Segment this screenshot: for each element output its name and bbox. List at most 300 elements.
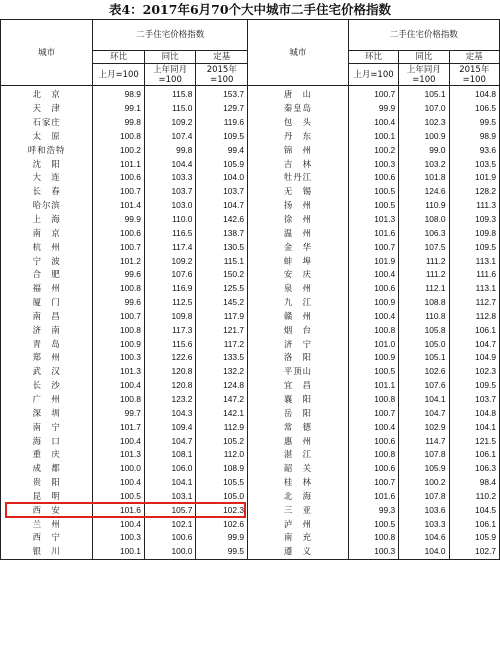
mom-cell: 101.9 (348, 254, 398, 268)
mom-cell: 100.5 (348, 185, 398, 199)
city-cell: 天 津 (1, 102, 93, 116)
table-row (1, 517, 500, 531)
base-cell: 104.1 (449, 420, 499, 434)
city-cell: 南 京 (1, 226, 93, 240)
mom-cell: 101.6 (93, 503, 145, 517)
city-cell: 南 充 (248, 531, 349, 545)
base-cell: 104.9 (449, 351, 499, 365)
city-cell: 呼和浩特 (1, 143, 93, 157)
base-cell: 119.6 (196, 116, 248, 130)
mom-cell: 100.4 (348, 310, 398, 324)
yoy-cell: 105.7 (144, 503, 196, 517)
city-cell: 包 头 (248, 116, 349, 130)
yoy-cell: 116.5 (144, 226, 196, 240)
yoy-cell: 101.8 (399, 171, 449, 185)
city-cell: 牡丹江 (248, 171, 349, 185)
yoy-cell: 110.9 (399, 199, 449, 213)
table-row (1, 240, 500, 254)
table-row (1, 213, 500, 227)
city-cell: 赣 州 (248, 310, 349, 324)
yoy-cell: 107.8 (399, 489, 449, 503)
city-cell: 徐 州 (248, 213, 349, 227)
mom-cell: 100.8 (93, 393, 145, 407)
city-cell: 宁 波 (1, 254, 93, 268)
header-yoy-sub-right: 上年同月=100 (399, 64, 449, 86)
city-cell: 平顶山 (248, 365, 349, 379)
yoy-cell: 115.8 (144, 86, 196, 102)
yoy-cell: 107.5 (399, 240, 449, 254)
city-cell: 贵 阳 (1, 476, 93, 490)
price-index-table (0, 19, 500, 560)
table-title: 表4：2017年6月70个大中城市二手住宅价格指数 (108, 2, 392, 17)
mom-cell: 100.8 (348, 448, 398, 462)
city-cell: 扬 州 (248, 199, 349, 213)
yoy-cell: 115.0 (144, 102, 196, 116)
base-cell: 147.2 (196, 393, 248, 407)
mom-cell: 100.6 (348, 282, 398, 296)
city-cell: 济 南 (1, 323, 93, 337)
yoy-cell: 111.2 (399, 268, 449, 282)
city-cell: 湛 江 (248, 448, 349, 462)
base-cell: 104.7 (449, 337, 499, 351)
base-cell: 109.8 (449, 226, 499, 240)
yoy-cell: 106.0 (144, 462, 196, 476)
mom-cell: 100.7 (93, 310, 145, 324)
base-cell: 132.2 (196, 365, 248, 379)
mom-cell: 100.7 (93, 185, 145, 199)
yoy-cell: 112.5 (144, 296, 196, 310)
mom-cell: 101.6 (348, 489, 398, 503)
base-cell: 101.9 (449, 171, 499, 185)
city-cell: 福 州 (1, 282, 93, 296)
yoy-cell: 105.9 (399, 462, 449, 476)
mom-cell: 101.3 (348, 213, 398, 227)
mom-cell: 99.9 (93, 213, 145, 227)
base-cell: 98.9 (449, 130, 499, 144)
table-row (1, 489, 500, 503)
header-yoy-left: 同比 (144, 51, 196, 64)
base-cell: 104.8 (449, 86, 499, 102)
header-mom-sub-left: 上月=100 (93, 64, 145, 86)
mom-cell: 100.3 (93, 531, 145, 545)
base-cell: 106.1 (449, 448, 499, 462)
yoy-cell: 100.6 (144, 531, 196, 545)
base-cell: 105.0 (196, 489, 248, 503)
yoy-cell: 116.9 (144, 282, 196, 296)
base-cell: 105.5 (196, 476, 248, 490)
base-cell: 102.3 (449, 365, 499, 379)
base-cell: 99.4 (196, 143, 248, 157)
table-row (1, 226, 500, 240)
base-cell: 98.4 (449, 476, 499, 490)
city-cell: 洛 阳 (248, 351, 349, 365)
header-base-sub-right: 2015年=100 (449, 64, 499, 86)
mom-cell: 100.5 (348, 199, 398, 213)
base-cell: 153.7 (196, 86, 248, 102)
table-row (1, 268, 500, 282)
base-cell: 104.7 (196, 199, 248, 213)
city-cell: 沈 阳 (1, 157, 93, 171)
table-row (1, 503, 500, 517)
city-cell: 广 州 (1, 393, 93, 407)
mom-cell: 99.8 (93, 116, 145, 130)
yoy-cell: 103.0 (144, 199, 196, 213)
mom-cell: 98.9 (93, 86, 145, 102)
mom-cell: 100.6 (348, 171, 398, 185)
yoy-cell: 123.2 (144, 393, 196, 407)
header-yoy-right: 同比 (399, 51, 449, 64)
city-cell: 惠 州 (248, 434, 349, 448)
mom-cell: 99.9 (348, 102, 398, 116)
table-row (1, 171, 500, 185)
base-cell: 99.9 (196, 531, 248, 545)
city-cell: 泸 州 (248, 517, 349, 531)
city-cell: 南 宁 (1, 420, 93, 434)
yoy-cell: 104.1 (399, 393, 449, 407)
mom-cell: 101.1 (93, 157, 145, 171)
city-cell: 烟 台 (248, 323, 349, 337)
base-cell: 106.1 (449, 323, 499, 337)
base-cell: 112.0 (196, 448, 248, 462)
base-cell: 128.2 (449, 185, 499, 199)
yoy-cell: 107.6 (144, 268, 196, 282)
city-cell: 唐 山 (248, 86, 349, 102)
city-cell: 襄 阳 (248, 393, 349, 407)
mom-cell: 101.3 (93, 448, 145, 462)
mom-cell: 100.8 (348, 531, 398, 545)
base-cell: 133.5 (196, 351, 248, 365)
yoy-cell: 103.3 (399, 517, 449, 531)
city-cell: 海 口 (1, 434, 93, 448)
yoy-cell: 110.8 (399, 310, 449, 324)
city-cell: 无 锡 (248, 185, 349, 199)
base-cell: 109.3 (449, 213, 499, 227)
base-cell: 99.5 (449, 116, 499, 130)
base-cell: 112.7 (449, 296, 499, 310)
yoy-cell: 104.6 (399, 531, 449, 545)
mom-cell: 101.3 (93, 365, 145, 379)
table-row (1, 310, 500, 324)
header-city-left: 城市 (1, 20, 93, 86)
mom-cell: 100.1 (348, 130, 398, 144)
yoy-cell: 105.1 (399, 351, 449, 365)
yoy-cell: 107.4 (144, 130, 196, 144)
city-cell: 岳 阳 (248, 406, 349, 420)
table-row (1, 102, 500, 116)
city-cell: 西 宁 (1, 531, 93, 545)
city-cell: 秦皇岛 (248, 102, 349, 116)
mom-cell: 100.4 (348, 420, 398, 434)
header-mom-left: 环比 (93, 51, 145, 64)
mom-cell: 100.3 (93, 351, 145, 365)
yoy-cell: 107.6 (399, 379, 449, 393)
table-row (1, 337, 500, 351)
base-cell: 102.6 (196, 517, 248, 531)
city-cell: 厦 门 (1, 296, 93, 310)
yoy-cell: 102.9 (399, 420, 449, 434)
city-cell: 郑 州 (1, 351, 93, 365)
mom-cell: 100.5 (93, 489, 145, 503)
mom-cell: 100.4 (93, 379, 145, 393)
mom-cell: 100.3 (348, 157, 398, 171)
base-cell: 106.1 (449, 517, 499, 531)
base-cell: 117.9 (196, 310, 248, 324)
yoy-cell: 100.9 (399, 130, 449, 144)
mom-cell: 100.4 (348, 116, 398, 130)
yoy-cell: 103.3 (144, 171, 196, 185)
base-cell: 125.5 (196, 282, 248, 296)
table-row (1, 379, 500, 393)
header-mom-right: 环比 (348, 51, 398, 64)
city-cell: 昆 明 (1, 489, 93, 503)
yoy-cell: 102.1 (144, 517, 196, 531)
mom-cell: 100.6 (348, 462, 398, 476)
mom-cell: 100.8 (93, 323, 145, 337)
city-cell: 青 岛 (1, 337, 93, 351)
base-cell: 121.7 (196, 323, 248, 337)
base-cell: 103.7 (196, 185, 248, 199)
base-cell: 106.3 (449, 462, 499, 476)
table-row (1, 365, 500, 379)
header-mom-sub-right: 上月=100 (348, 64, 398, 86)
city-cell: 合 肥 (1, 268, 93, 282)
city-cell: 丹 东 (248, 130, 349, 144)
mom-cell: 101.1 (348, 379, 398, 393)
city-cell: 宜 昌 (248, 379, 349, 393)
city-cell: 石家庄 (1, 116, 93, 130)
yoy-cell: 110.0 (144, 213, 196, 227)
mom-cell: 101.4 (93, 199, 145, 213)
base-cell: 124.8 (196, 379, 248, 393)
base-cell: 103.5 (449, 157, 499, 171)
city-cell: 哈尔滨 (1, 199, 93, 213)
city-cell: 深 圳 (1, 406, 93, 420)
mom-cell: 100.8 (348, 323, 398, 337)
city-cell: 济 宁 (248, 337, 349, 351)
table-row (1, 351, 500, 365)
yoy-cell: 106.3 (399, 226, 449, 240)
table-row (1, 531, 500, 545)
mom-cell: 100.9 (348, 351, 398, 365)
mom-cell: 100.8 (348, 393, 398, 407)
yoy-cell: 109.4 (144, 420, 196, 434)
yoy-cell: 103.1 (144, 489, 196, 503)
yoy-cell: 117.4 (144, 240, 196, 254)
yoy-cell: 100.2 (399, 476, 449, 490)
city-cell: 吉 林 (248, 157, 349, 171)
city-cell: 长 春 (1, 185, 93, 199)
city-cell: 泉 州 (248, 282, 349, 296)
mom-cell: 100.7 (348, 476, 398, 490)
yoy-cell: 117.3 (144, 323, 196, 337)
city-cell: 桂 林 (248, 476, 349, 490)
yoy-cell: 104.7 (144, 434, 196, 448)
yoy-cell: 103.6 (399, 503, 449, 517)
yoy-cell: 100.0 (144, 545, 196, 559)
base-cell: 142.6 (196, 213, 248, 227)
header-base-right: 定基 (449, 51, 499, 64)
base-cell: 112.8 (449, 310, 499, 324)
yoy-cell: 107.0 (399, 102, 449, 116)
city-cell: 银 川 (1, 545, 93, 559)
base-cell: 117.2 (196, 337, 248, 351)
yoy-cell: 107.8 (399, 448, 449, 462)
mom-cell: 100.4 (93, 434, 145, 448)
base-cell: 112.9 (196, 420, 248, 434)
mom-cell: 101.0 (348, 337, 398, 351)
table-row (1, 476, 500, 490)
yoy-cell: 109.8 (144, 310, 196, 324)
mom-cell: 100.9 (348, 296, 398, 310)
yoy-cell: 111.2 (399, 254, 449, 268)
base-cell: 121.5 (449, 434, 499, 448)
table-row (1, 130, 500, 144)
table-row (1, 282, 500, 296)
table-row (1, 199, 500, 213)
yoy-cell: 99.8 (144, 143, 196, 157)
base-cell: 105.2 (196, 434, 248, 448)
table-row (1, 462, 500, 476)
city-cell: 西 安 (1, 503, 93, 517)
table-row (1, 434, 500, 448)
city-cell: 重 庆 (1, 448, 93, 462)
header-city-right: 城市 (248, 20, 349, 86)
city-cell: 温 州 (248, 226, 349, 240)
yoy-cell: 102.3 (399, 116, 449, 130)
yoy-cell: 103.7 (144, 185, 196, 199)
base-cell: 105.9 (196, 157, 248, 171)
table-row (1, 545, 500, 559)
base-cell: 104.8 (449, 406, 499, 420)
yoy-cell: 103.2 (399, 157, 449, 171)
mom-cell: 99.1 (93, 102, 145, 116)
yoy-cell: 122.6 (144, 351, 196, 365)
mom-cell: 101.2 (93, 254, 145, 268)
yoy-cell: 108.0 (399, 213, 449, 227)
mom-cell: 100.7 (348, 406, 398, 420)
table-row (1, 185, 500, 199)
base-cell: 93.6 (449, 143, 499, 157)
mom-cell: 99.7 (93, 406, 145, 420)
base-cell: 106.5 (449, 102, 499, 116)
base-cell: 105.9 (449, 531, 499, 545)
header-group-left: 二手住宅价格指数 (93, 20, 248, 51)
mom-cell: 100.6 (93, 226, 145, 240)
city-cell: 金 华 (248, 240, 349, 254)
yoy-cell: 104.0 (399, 545, 449, 559)
yoy-cell: 105.8 (399, 323, 449, 337)
base-cell: 111.6 (449, 268, 499, 282)
base-cell: 102.7 (449, 545, 499, 559)
base-cell: 113.1 (449, 254, 499, 268)
mom-cell: 100.2 (348, 143, 398, 157)
base-cell: 109.5 (449, 240, 499, 254)
yoy-cell: 109.2 (144, 116, 196, 130)
mom-cell: 99.6 (93, 296, 145, 310)
table-row (1, 86, 500, 102)
city-cell: 北 海 (248, 489, 349, 503)
base-cell: 103.7 (449, 393, 499, 407)
yoy-cell: 120.8 (144, 365, 196, 379)
mom-cell: 100.6 (93, 171, 145, 185)
base-cell: 102.3 (196, 503, 248, 517)
mom-cell: 100.5 (348, 517, 398, 531)
base-cell: 109.5 (196, 130, 248, 144)
city-cell: 大 连 (1, 171, 93, 185)
mom-cell: 100.9 (93, 337, 145, 351)
mom-cell: 100.8 (93, 130, 145, 144)
yoy-cell: 109.2 (144, 254, 196, 268)
mom-cell: 100.3 (348, 545, 398, 559)
yoy-cell: 105.1 (399, 86, 449, 102)
base-cell: 108.9 (196, 462, 248, 476)
yoy-cell: 108.1 (144, 448, 196, 462)
header-yoy-sub-left: 上年同月=100 (144, 64, 196, 86)
city-cell: 韶 关 (248, 462, 349, 476)
base-cell: 99.5 (196, 545, 248, 559)
mom-cell: 100.7 (93, 240, 145, 254)
base-cell: 109.5 (449, 379, 499, 393)
mom-cell: 99.6 (93, 268, 145, 282)
base-cell: 104.0 (196, 171, 248, 185)
header-base-sub-left: 2015年=100 (196, 64, 248, 86)
yoy-cell: 104.4 (144, 157, 196, 171)
mom-cell: 101.7 (93, 420, 145, 434)
yoy-cell: 104.1 (144, 476, 196, 490)
header-group-right: 二手住宅价格指数 (348, 20, 499, 51)
base-cell: 110.2 (449, 489, 499, 503)
city-cell: 九 江 (248, 296, 349, 310)
table-body (1, 86, 500, 560)
mom-cell: 100.2 (93, 143, 145, 157)
yoy-cell: 104.7 (399, 406, 449, 420)
mom-cell: 100.8 (93, 282, 145, 296)
city-cell: 锦 州 (248, 143, 349, 157)
yoy-cell: 102.6 (399, 365, 449, 379)
city-cell: 杭 州 (1, 240, 93, 254)
city-cell: 武 汉 (1, 365, 93, 379)
city-cell: 安 庆 (248, 268, 349, 282)
yoy-cell: 105.0 (399, 337, 449, 351)
base-cell: 145.2 (196, 296, 248, 310)
base-cell: 115.1 (196, 254, 248, 268)
table-row (1, 420, 500, 434)
mom-cell: 101.6 (348, 226, 398, 240)
city-cell: 三 亚 (248, 503, 349, 517)
table-row (1, 254, 500, 268)
base-cell: 113.1 (449, 282, 499, 296)
base-cell: 111.3 (449, 199, 499, 213)
city-cell: 太 原 (1, 130, 93, 144)
yoy-cell: 108.8 (399, 296, 449, 310)
city-cell: 上 海 (1, 213, 93, 227)
mom-cell: 100.6 (348, 434, 398, 448)
table-row (1, 393, 500, 407)
mom-cell: 100.4 (93, 476, 145, 490)
city-cell: 常 德 (248, 420, 349, 434)
table-row (1, 448, 500, 462)
table-row (1, 143, 500, 157)
city-cell: 长 沙 (1, 379, 93, 393)
yoy-cell: 120.8 (144, 379, 196, 393)
header-base-left: 定基 (196, 51, 248, 64)
mom-cell: 100.5 (348, 365, 398, 379)
base-cell: 150.2 (196, 268, 248, 282)
base-cell: 138.7 (196, 226, 248, 240)
yoy-cell: 112.1 (399, 282, 449, 296)
base-cell: 130.5 (196, 240, 248, 254)
mom-cell: 100.7 (348, 86, 398, 102)
